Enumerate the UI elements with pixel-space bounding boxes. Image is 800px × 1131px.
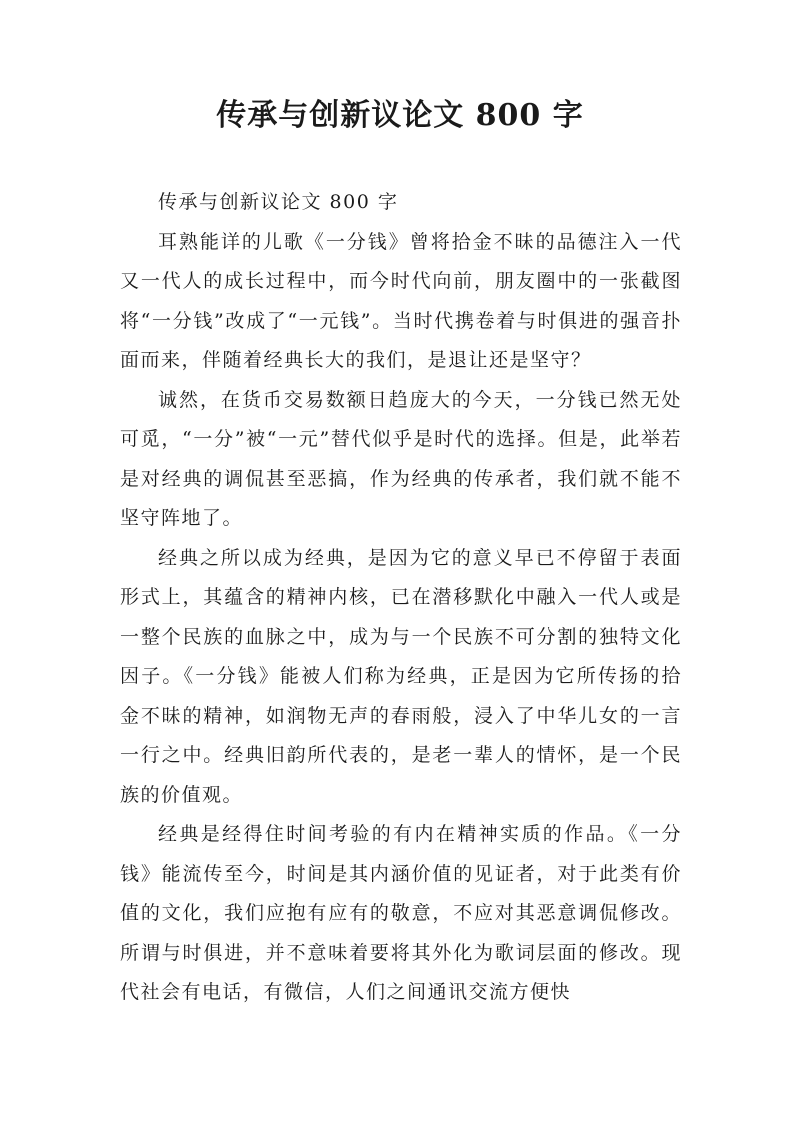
- paragraph-subtitle: 传承与创新议论文 800 字: [158, 191, 399, 213]
- paragraph: 耳熟能详的儿歌《一分钱》曾将拾金不昧的品德注入一代又一代人的成长过程中，而今时代向前，朋友圈中的一张截图将“一分钱”改成了“一元钱”。当时代携卷着与时俱进的强音扑面而来，伴随着经典长大的我们，是退让还是坚守？: [120, 230, 682, 371]
- paragraph: 诚然，在货币交易数额日趋庞大的今天，一分钱已然无处可觅，“一分”被“一元”替代似乎是时代的选择。但是，此举若是对经典的调侃甚至恶搞，作为经典的传承者，我们就不能不坚守阵地了。: [120, 388, 682, 529]
- document-title: 传承与创新议论文 800 字: [216, 98, 584, 133]
- paragraph: 经典之所以成为经典，是因为它的意义早已不停留于表面形式上，其蕴含的精神内核，已在潜移默化中融入一代人或是一整个民族的血脉之中，成为与一个民族不可分割的独特文化因子。《一分钱》能被人们称为经典，正是因为它所传扬的拾金不昧的精神，如润物无声的春雨般，浸入了中华儿女的一言一行之中。经典旧韵所代表的，是老一辈人的情怀，是一个民族的价值观。: [120, 546, 682, 806]
- document-body: [120, 183, 682, 1013]
- paragraph: 经典是经得住时间考验的有内在精神实质的作品。《一分钱》能流传至今，时间是其内涵价值的见证者，对于此类有价值的文化，我们应抱有应有的敬意，不应对其恶意调侃修改。所谓与时俱进，并不意味着要将其外化为歌词层面的修改。现代社会有电话，有微信，人们之间通讯交流方便快: [120, 823, 682, 1003]
